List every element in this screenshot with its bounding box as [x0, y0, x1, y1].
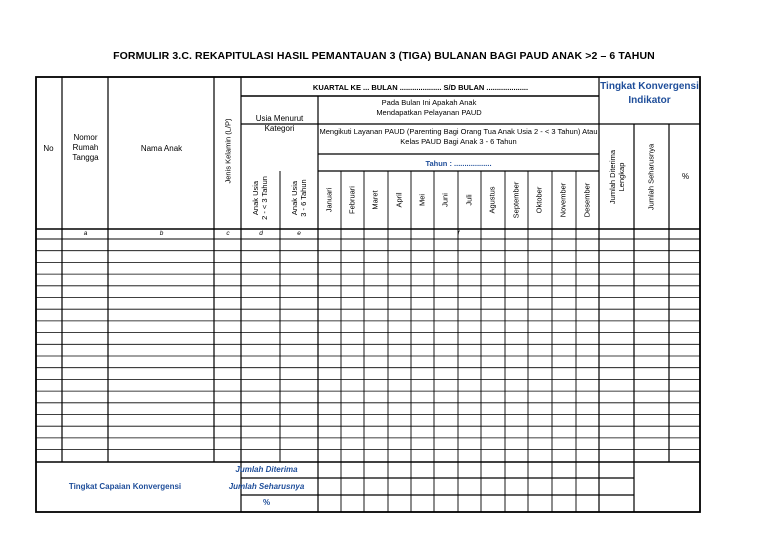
footer-jumlah-seharusnya: Jumlah Seharusnya	[228, 482, 305, 491]
header-nama-anak: Nama Anak	[140, 144, 183, 153]
code-c: c	[226, 230, 230, 237]
header-mengikuti: Mengikuti Layanan PAUD (Parenting Bagi Orang Tua Anak Usia 2 - < 3 Tahun) Atau Kelas PAUD Bagi Anak 3 - 6 Tahun	[319, 127, 598, 146]
header-nomor-rumah-tangga: Nomor Rumah Tangga	[72, 133, 99, 162]
recap-table	[35, 76, 701, 513]
anak-usia-1-line1: Anak Usia	[251, 180, 260, 216]
month-desember: Desember	[582, 182, 592, 218]
month-september: September	[511, 181, 521, 219]
code-e: e	[297, 230, 301, 237]
header-usia-menurut-kategori: Usia Menurut Kategori	[255, 114, 304, 133]
code-a: a	[83, 230, 88, 237]
anak-usia-2-line2: 3 - 6 Tahun	[299, 179, 308, 217]
form-title: FORMULIR 3.C. REKAPITULASI HASIL PEMANTAUAN 3 (TIGA) BULANAN BAGI PAUD ANAK >2 – 6 TAHUN	[113, 50, 655, 62]
month-april: April	[394, 192, 404, 208]
header-tahun: Tahun : ..................	[425, 159, 492, 168]
month-februari: Februari	[347, 186, 357, 214]
header-persen: %	[681, 172, 690, 181]
header-no: No	[43, 144, 54, 153]
month-juli: Juli	[464, 194, 474, 206]
code-f: f	[457, 230, 460, 237]
month-januari: Januari	[324, 187, 334, 213]
month-agustus: Agustus	[487, 186, 497, 214]
header-pada-bulan: Pada Bulan Ini Apakah Anak Mendapatkan Pelayanan PAUD	[376, 98, 482, 117]
footer-tingkat-capaian: Tingkat Capaian Konvergensi	[68, 482, 182, 491]
anak-usia-1-line2: 2 - < 3 Tahun	[260, 176, 269, 220]
month-mei: Mei	[417, 193, 427, 207]
jdl-line2: Lengkap	[617, 162, 626, 192]
header-kuartal: KUARTAL KE ... BULAN .................... S/D BULAN ....................	[312, 83, 529, 92]
month-juni: Juni	[440, 193, 450, 207]
footer-jumlah-diterima: Jumlah Diterima	[235, 465, 298, 474]
header-jumlah-diterima-lengkap	[608, 150, 626, 204]
month-maret: Maret	[370, 190, 380, 210]
header-anak-usia-2-3	[251, 176, 269, 220]
header-jumlah-seharusnya: Jumlah Seharusnya	[646, 143, 656, 211]
code-d: d	[259, 230, 263, 237]
code-b: b	[159, 230, 164, 237]
footer-persen: %	[262, 498, 271, 507]
anak-usia-2-line1: Anak Usia	[290, 180, 299, 216]
header-jenis-kelamin: Jenis Kelamin (L/P)	[223, 118, 233, 184]
header-anak-usia-3-6	[290, 179, 308, 216]
header-tingkat-konvergensi: Tingkat Konvergensi Indikator	[600, 81, 699, 106]
month-oktober: Oktober	[534, 186, 544, 214]
jdl-line1: Jumlah Diterima	[608, 149, 617, 205]
month-november: November	[558, 182, 568, 218]
